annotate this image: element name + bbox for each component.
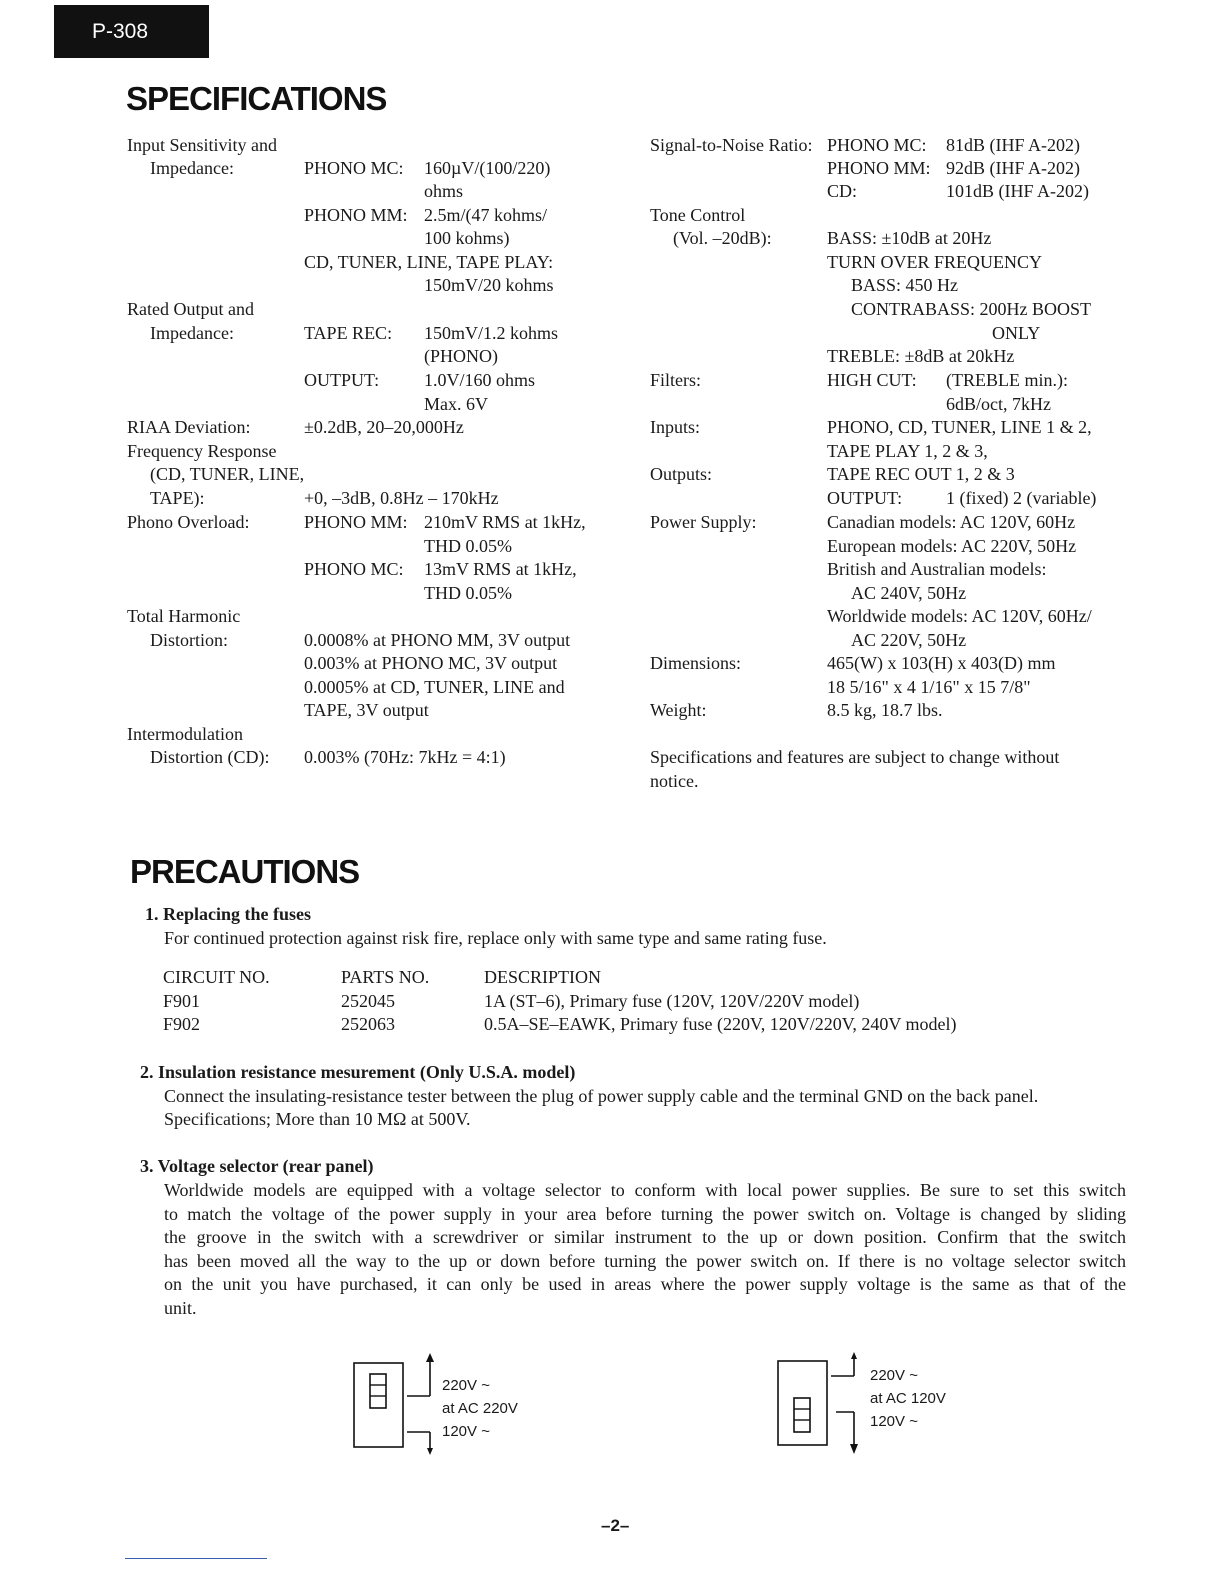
spec-text: 150mV/20 kohms <box>424 275 554 295</box>
spec-text: 0.003% (70Hz: 7kHz = 4:1) <box>304 747 506 767</box>
paragraph-line: the groove in the switch with a screwdriver or similar instrument to the up or down position. Confirm that the switch <box>164 1227 1126 1247</box>
fuse-table-cell: 252063 <box>341 1014 395 1034</box>
spec-text: PHONO MM: <box>827 158 931 178</box>
spec-text: 150mV/1.2 kohms <box>424 323 559 343</box>
page-number: –2– <box>601 1516 630 1535</box>
spec-text: AC 220V, 50Hz <box>851 630 967 650</box>
spec-text: TAPE REC: <box>304 323 393 343</box>
diagram-label-top: 220V ~ <box>442 1377 490 1394</box>
spec-text: Distortion (CD): <box>150 747 270 767</box>
spec-text: Input Sensitivity and <box>127 135 277 155</box>
precaution-3-heading: 3. Voltage selector (rear panel) <box>140 1156 374 1176</box>
spec-text: 2.5m/(47 kohms/ <box>424 205 548 225</box>
paragraph-line: on the unit you have purchased, it can only be used in areas where the power supply voltage is the same as that of the <box>164 1274 1126 1294</box>
model-tag: P-308 <box>54 5 209 58</box>
spec-text: OUTPUT: <box>827 488 903 508</box>
spec-text: Signal-to-Noise Ratio: <box>650 135 813 155</box>
voltage-selector-diagram-220v <box>350 1352 550 1462</box>
paragraph-line: has been moved all the way to the up or down before turning the power switch on. If there is no voltage selector switch <box>164 1250 1126 1271</box>
spec-text: 465(W) x 103(H) x 403(D) mm <box>827 653 1056 673</box>
fuse-table-header-circuit: CIRCUIT NO. <box>163 967 270 987</box>
fuse-table-cell: 252045 <box>341 991 395 1011</box>
spec-text: RIAA Deviation: <box>127 417 251 437</box>
spec-text: BASS: ±10dB at 20Hz <box>827 228 992 248</box>
spec-text: 18 5/16" x 4 1/16" x 15 7/8" <box>827 677 1031 697</box>
spec-text: TAPE REC OUT 1, 2 & 3 <box>827 464 1015 484</box>
spec-text: 6dB/oct, 7kHz <box>946 394 1051 414</box>
diagram-label-bottom: 120V ~ <box>870 1413 918 1430</box>
spec-text: Intermodulation <box>127 724 243 744</box>
spec-text: 0.003% at PHONO MC, 3V output <box>304 653 558 673</box>
spec-text: TURN OVER FREQUENCY <box>827 252 1043 272</box>
spec-text: ±0.2dB, 20–20,000Hz <box>304 417 464 437</box>
fuse-table-cell: 1A (ST–6), Primary fuse (120V, 120V/220V model) <box>484 991 860 1011</box>
fuse-table-cell: F902 <box>163 1014 201 1034</box>
spec-text: British and Australian models: <box>827 559 1047 579</box>
fuse-table-cell: 0.5A–SE–EAWK, Primary fuse (220V, 120V/220V, 240V model) <box>484 1014 957 1034</box>
diagram-label-top: 220V ~ <box>870 1367 918 1384</box>
spec-text: ONLY <box>992 323 1041 343</box>
spec-text: CONTRABASS: 200Hz BOOST <box>851 299 1092 319</box>
spec-text: TREBLE: ±8dB at 20kHz <box>827 346 1015 366</box>
spec-text: Specifications and features are subject to change without <box>650 747 1060 767</box>
spec-text: Dimensions: <box>650 653 742 673</box>
spec-text: TAPE, 3V output <box>304 700 429 720</box>
spec-text: Power Supply: <box>650 512 757 532</box>
spec-text: ohms <box>424 181 464 201</box>
spec-text: Frequency Response <box>127 441 277 461</box>
spec-text: Distortion: <box>150 630 229 650</box>
spec-text: HIGH CUT: <box>827 370 917 390</box>
spec-text: Filters: <box>650 370 702 390</box>
spec-text: 101dB (IHF A-202) <box>946 181 1089 201</box>
fuse-table-cell: F901 <box>163 991 201 1011</box>
fuse-table-header-description: DESCRIPTION <box>484 967 602 987</box>
spec-text: Impedance: <box>150 158 234 178</box>
spec-text: PHONO MM: <box>304 512 408 532</box>
precaution-2-line: Connect the insulating-resistance tester between the plug of power supply cable and the terminal GND on the back panel. <box>164 1086 1039 1106</box>
spec-text: 8.5 kg, 18.7 lbs. <box>827 700 943 720</box>
spec-text: PHONO MC: <box>304 158 404 178</box>
spec-text: notice. <box>650 771 699 791</box>
spec-text: 92dB (IHF A-202) <box>946 158 1080 178</box>
specifications-title: SPECIFICATIONS <box>126 80 387 117</box>
spec-text: Weight: <box>650 700 707 720</box>
precaution-1-text: For continued protection against risk fire, replace only with same type and same rating fuse. <box>164 928 827 948</box>
spec-text: PHONO MC: <box>304 559 404 579</box>
spec-text: OUTPUT: <box>304 370 380 390</box>
precautions-title: PRECAUTIONS <box>130 853 360 890</box>
spec-text: 1 (fixed) 2 (variable) <box>946 488 1097 508</box>
diagram-label-setting: at AC 120V <box>870 1390 946 1407</box>
spec-text: +0, –3dB, 0.8Hz – 170kHz <box>304 488 499 508</box>
spec-text: PHONO MM: <box>304 205 408 225</box>
spec-text: THD 0.05% <box>424 536 512 556</box>
spec-text: PHONO MC: <box>827 135 927 155</box>
spec-text: 100 kohms) <box>424 228 510 248</box>
spec-text: (PHONO) <box>424 346 498 366</box>
spec-text: AC 240V, 50Hz <box>851 583 967 603</box>
paragraph-line: Worldwide models are equipped with a voltage selector to conform with local power supplies. Be sure to set this switch <box>164 1180 1126 1200</box>
diagram-label-bottom: 120V ~ <box>442 1423 490 1440</box>
spec-text: TAPE PLAY 1, 2 & 3, <box>827 441 988 461</box>
spec-text: (CD, TUNER, LINE, <box>150 464 305 484</box>
spec-text: 210mV RMS at 1kHz, <box>424 512 586 532</box>
spec-text: Outputs: <box>650 464 713 484</box>
spec-text: CD, TUNER, LINE, TAPE PLAY: <box>304 252 554 272</box>
paragraph-line: unit. <box>164 1297 197 1318</box>
spec-text: 1.0V/160 ohms <box>424 370 536 390</box>
paragraph-line: to match the voltage of the power supply in your area before turning the power switch on. Voltage is changed by sliding <box>164 1203 1126 1224</box>
precaution-2-heading: 2. Insulation resistance mesurement (Only U.S.A. model) <box>140 1062 576 1082</box>
precaution-1-heading: 1. Replacing the fuses <box>145 904 311 924</box>
spec-text: 160µV/(100/220) <box>424 158 551 178</box>
spec-text: Canadian models: AC 120V, 60Hz <box>827 512 1076 532</box>
spec-text: 0.0005% at CD, TUNER, LINE and <box>304 677 565 697</box>
spec-text: 0.0008% at PHONO MM, 3V output <box>304 630 571 650</box>
spec-text: Phono Overload: <box>127 512 250 532</box>
precaution-3-paragraph <box>164 1179 1126 1320</box>
footer-rule <box>125 1558 267 1559</box>
spec-text: Impedance: <box>150 323 234 343</box>
spec-text: 81dB (IHF A-202) <box>946 135 1080 155</box>
spec-text: Max. 6V <box>424 394 488 414</box>
spec-text: THD 0.05% <box>424 583 512 603</box>
fuse-table-header-parts: PARTS NO. <box>341 967 430 987</box>
spec-text: Inputs: <box>650 417 701 437</box>
diagram-label-setting: at AC 220V <box>442 1400 518 1417</box>
spec-text: Worldwide models: AC 120V, 60Hz/ <box>827 606 1092 626</box>
precaution-2-line: Specifications; More than 10 MΩ at 500V. <box>164 1109 471 1129</box>
spec-text: TAPE): <box>150 488 205 508</box>
spec-text: Total Harmonic <box>127 606 241 626</box>
spec-text: European models: AC 220V, 50Hz <box>827 536 1077 556</box>
spec-text: PHONO, CD, TUNER, LINE 1 & 2, <box>827 417 1092 437</box>
spec-text: (TREBLE min.): <box>946 370 1068 390</box>
spec-text: BASS: 450 Hz <box>851 275 959 295</box>
voltage-selector-diagram-120v <box>774 1350 974 1460</box>
spec-text: (Vol. –20dB): <box>673 228 772 248</box>
spec-text: Rated Output and <box>127 299 254 319</box>
spec-text: Tone Control <box>650 205 746 225</box>
spec-text: 13mV RMS at 1kHz, <box>424 559 577 579</box>
spec-text: CD: <box>827 181 858 201</box>
